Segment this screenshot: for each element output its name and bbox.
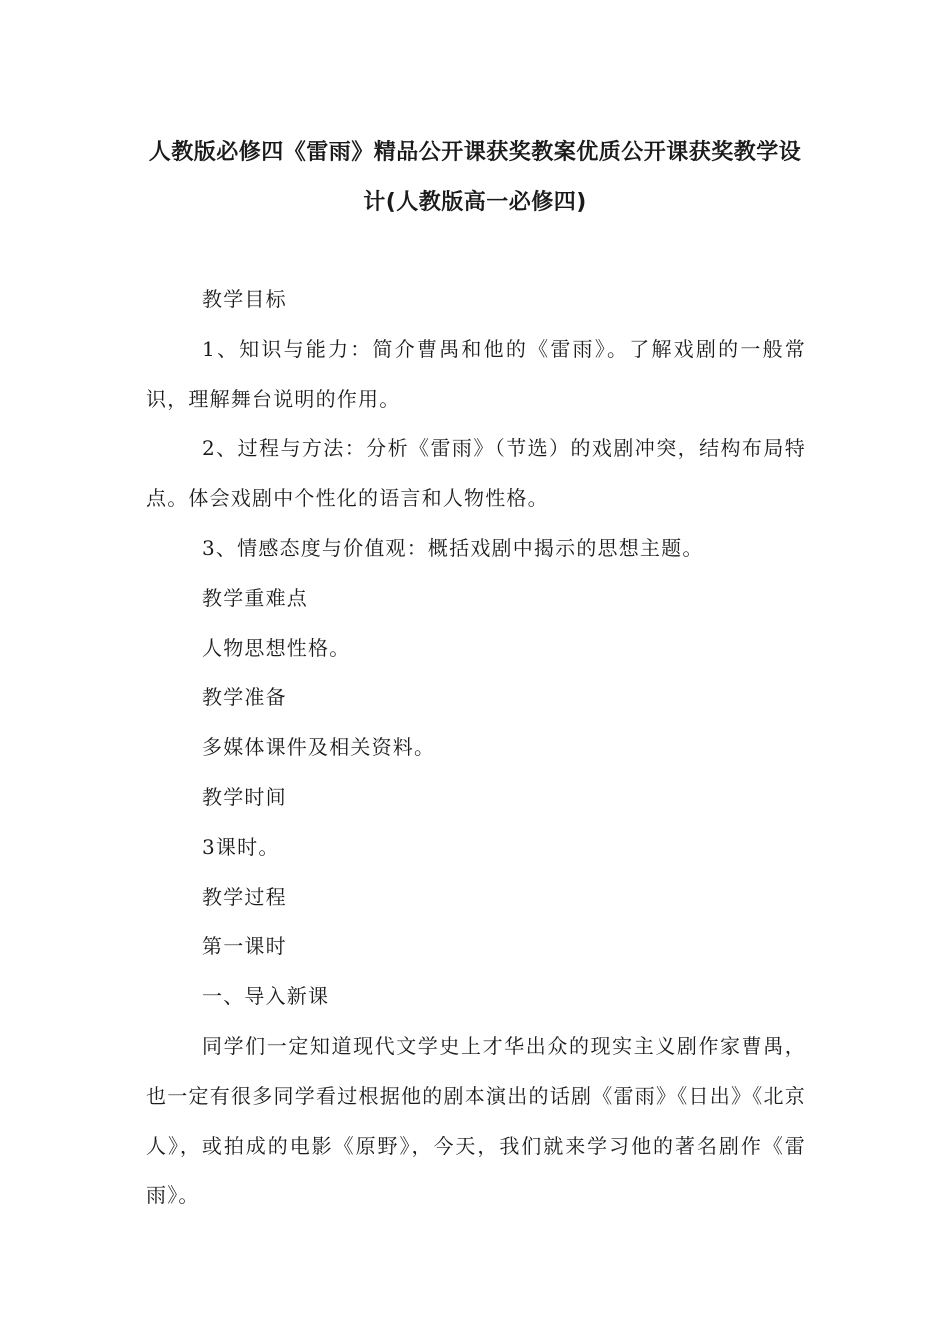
- title-line-1: 人教版必修四《雷雨》精品公开课获奖教案优质公开课获奖教学设: [148, 140, 802, 165]
- goal-process-method: 2、过程与方法：分析《雷雨》（节选）的戏剧冲突，结构布局特点。体会戏剧中个性化的语言和人物性格。: [146, 436, 806, 511]
- document-title: [130, 128, 820, 228]
- title-line-2: 计(人教版高一必修四): [363, 190, 587, 215]
- heading-first-lesson: 第一课时: [202, 934, 287, 959]
- goal-knowledge-ability: 1、知识与能力：简介曹禺和他的《雷雨》。了解戏剧的一般常识，理解舞台说明的作用。: [146, 336, 806, 411]
- key-difficulties-text: 人物思想性格。: [202, 635, 351, 660]
- heading-teaching-goals: 教学目标: [202, 287, 287, 311]
- teaching-time-text: 3课时。: [202, 834, 280, 859]
- document-body: [146, 275, 806, 1221]
- heading-teaching-process: 教学过程: [202, 884, 287, 909]
- heading-key-difficulties: 教学重难点: [202, 585, 308, 610]
- heading-introduction: 一、导入新课: [202, 984, 330, 1009]
- preparation-text: 多媒体课件及相关资料。: [202, 735, 436, 760]
- heading-preparation: 教学准备: [202, 685, 287, 710]
- introduction-text: 同学们一定知道现代文学史上才华出众的现实主义剧作家曹禺，也一定有很多同学看过根据他的剧本演出的话剧《雷雨》《日出》《北京人》，或拍成的电影《原野》，今天，我们就来学习他的著名剧作《雷雨》。: [146, 1033, 806, 1208]
- goal-emotion-values: 3、情感态度与价值观：概括戏剧中揭示的思想主题。: [202, 535, 704, 560]
- heading-teaching-time: 教学时间: [202, 784, 287, 809]
